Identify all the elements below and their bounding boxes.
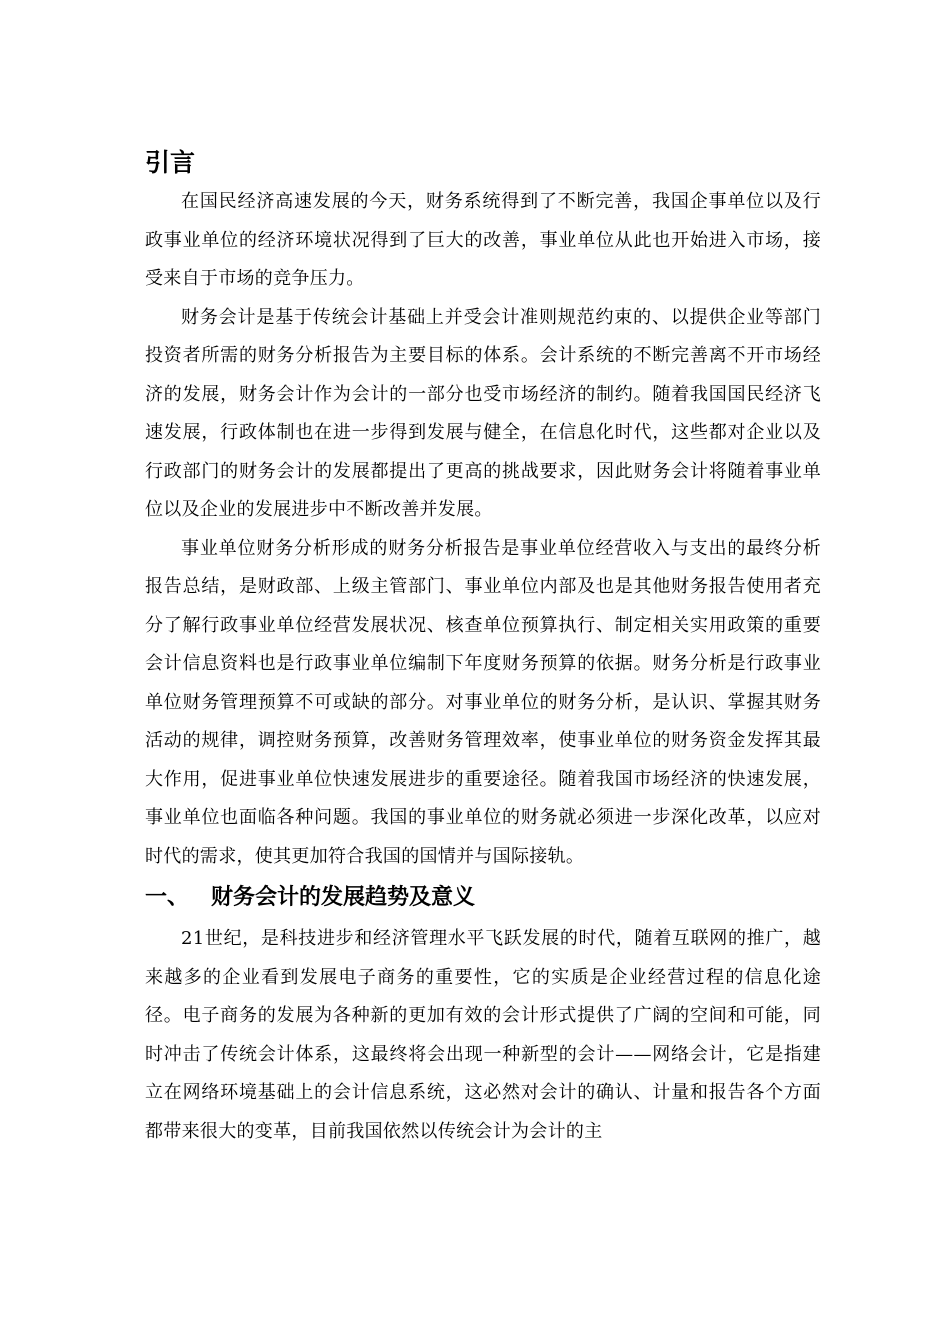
section-1-heading bbox=[145, 876, 821, 920]
section-1-title: 财务会计的发展趋势及意义 bbox=[211, 885, 476, 910]
intro-paragraph-2: 财务会计是基于传统会计基础上并受会计准则规范约束的、以提供企业等部门投资者所需的财务分析报告为主要目标的体系。会计系统的不断完善离不开市场经济的发展，财务会计作为会计的一部分也受市场经济的制约。随着我国国民经济飞速发展，行政体制也在进一步得到发展与健全，在信息化时代，这些都对企业以及行政部门的财务会计的发展都提出了更高的挑战要求，因此财务会计将随着事业单位以及企业的发展进步中不断改善并发展。 bbox=[145, 306, 821, 520]
document-body bbox=[145, 143, 821, 1151]
intro-paragraph-3: 事业单位财务分析形成的财务分析报告是事业单位经营收入与支出的最终分析报告总结，是财政部、上级主管部门、事业单位内部及也是其他财务报告使用者充分了解行政事业单位经营发展状况、核查单位预算执行、制定相关实用政策的重要会计信息资料也是行政事业单位编制下年度财务预算的依据。财务分析是行政事业单位财务管理预算不可或缺的部分。对事业单位的财务分析，是认识、掌握其财务活动的规律，调控财务预算，改善财务管理效率，使事业单位的财务资金发挥其最大作用，促进事业单位快速发展进步的重要途径。随着我国市场经济的快速发展，事业单位也面临各种问题。我国的事业单位的财务就必须进一步深化改革，以应对时代的需求，使其更加符合我国的国情并与国际接轨。 bbox=[145, 537, 821, 867]
section-1-number: 一、 bbox=[145, 885, 190, 910]
intro-paragraph-1: 在国民经济高速发展的今天，财务系统得到了不断完善，我国企事单位以及行政事业单位的经济环境状况得到了巨大的改善，事业单位从此也开始进入市场，接受来自于市场的竞争压力。 bbox=[145, 191, 821, 289]
section-1-paragraph: 21世纪，是科技进步和经济管理水平飞跃发展的时代，随着互联网的推广，越来越多的企业看到发展电子商务的重要性，它的实质是企业经营过程的信息化途径。电子商务的发展为各种新的更加有效的会计形式提供了广阔的空间和可能，同时冲击了传统会计体系，这最终将会出现一种新型的会计——网络会计，它是指建立在网络环境基础上的会计信息系统，这必然对会计的确认、计量和报告各个方面都带来很大的变革，目前我国依然以传统会计为会计的主 bbox=[145, 928, 821, 1142]
intro-heading: 引言 bbox=[145, 148, 196, 177]
